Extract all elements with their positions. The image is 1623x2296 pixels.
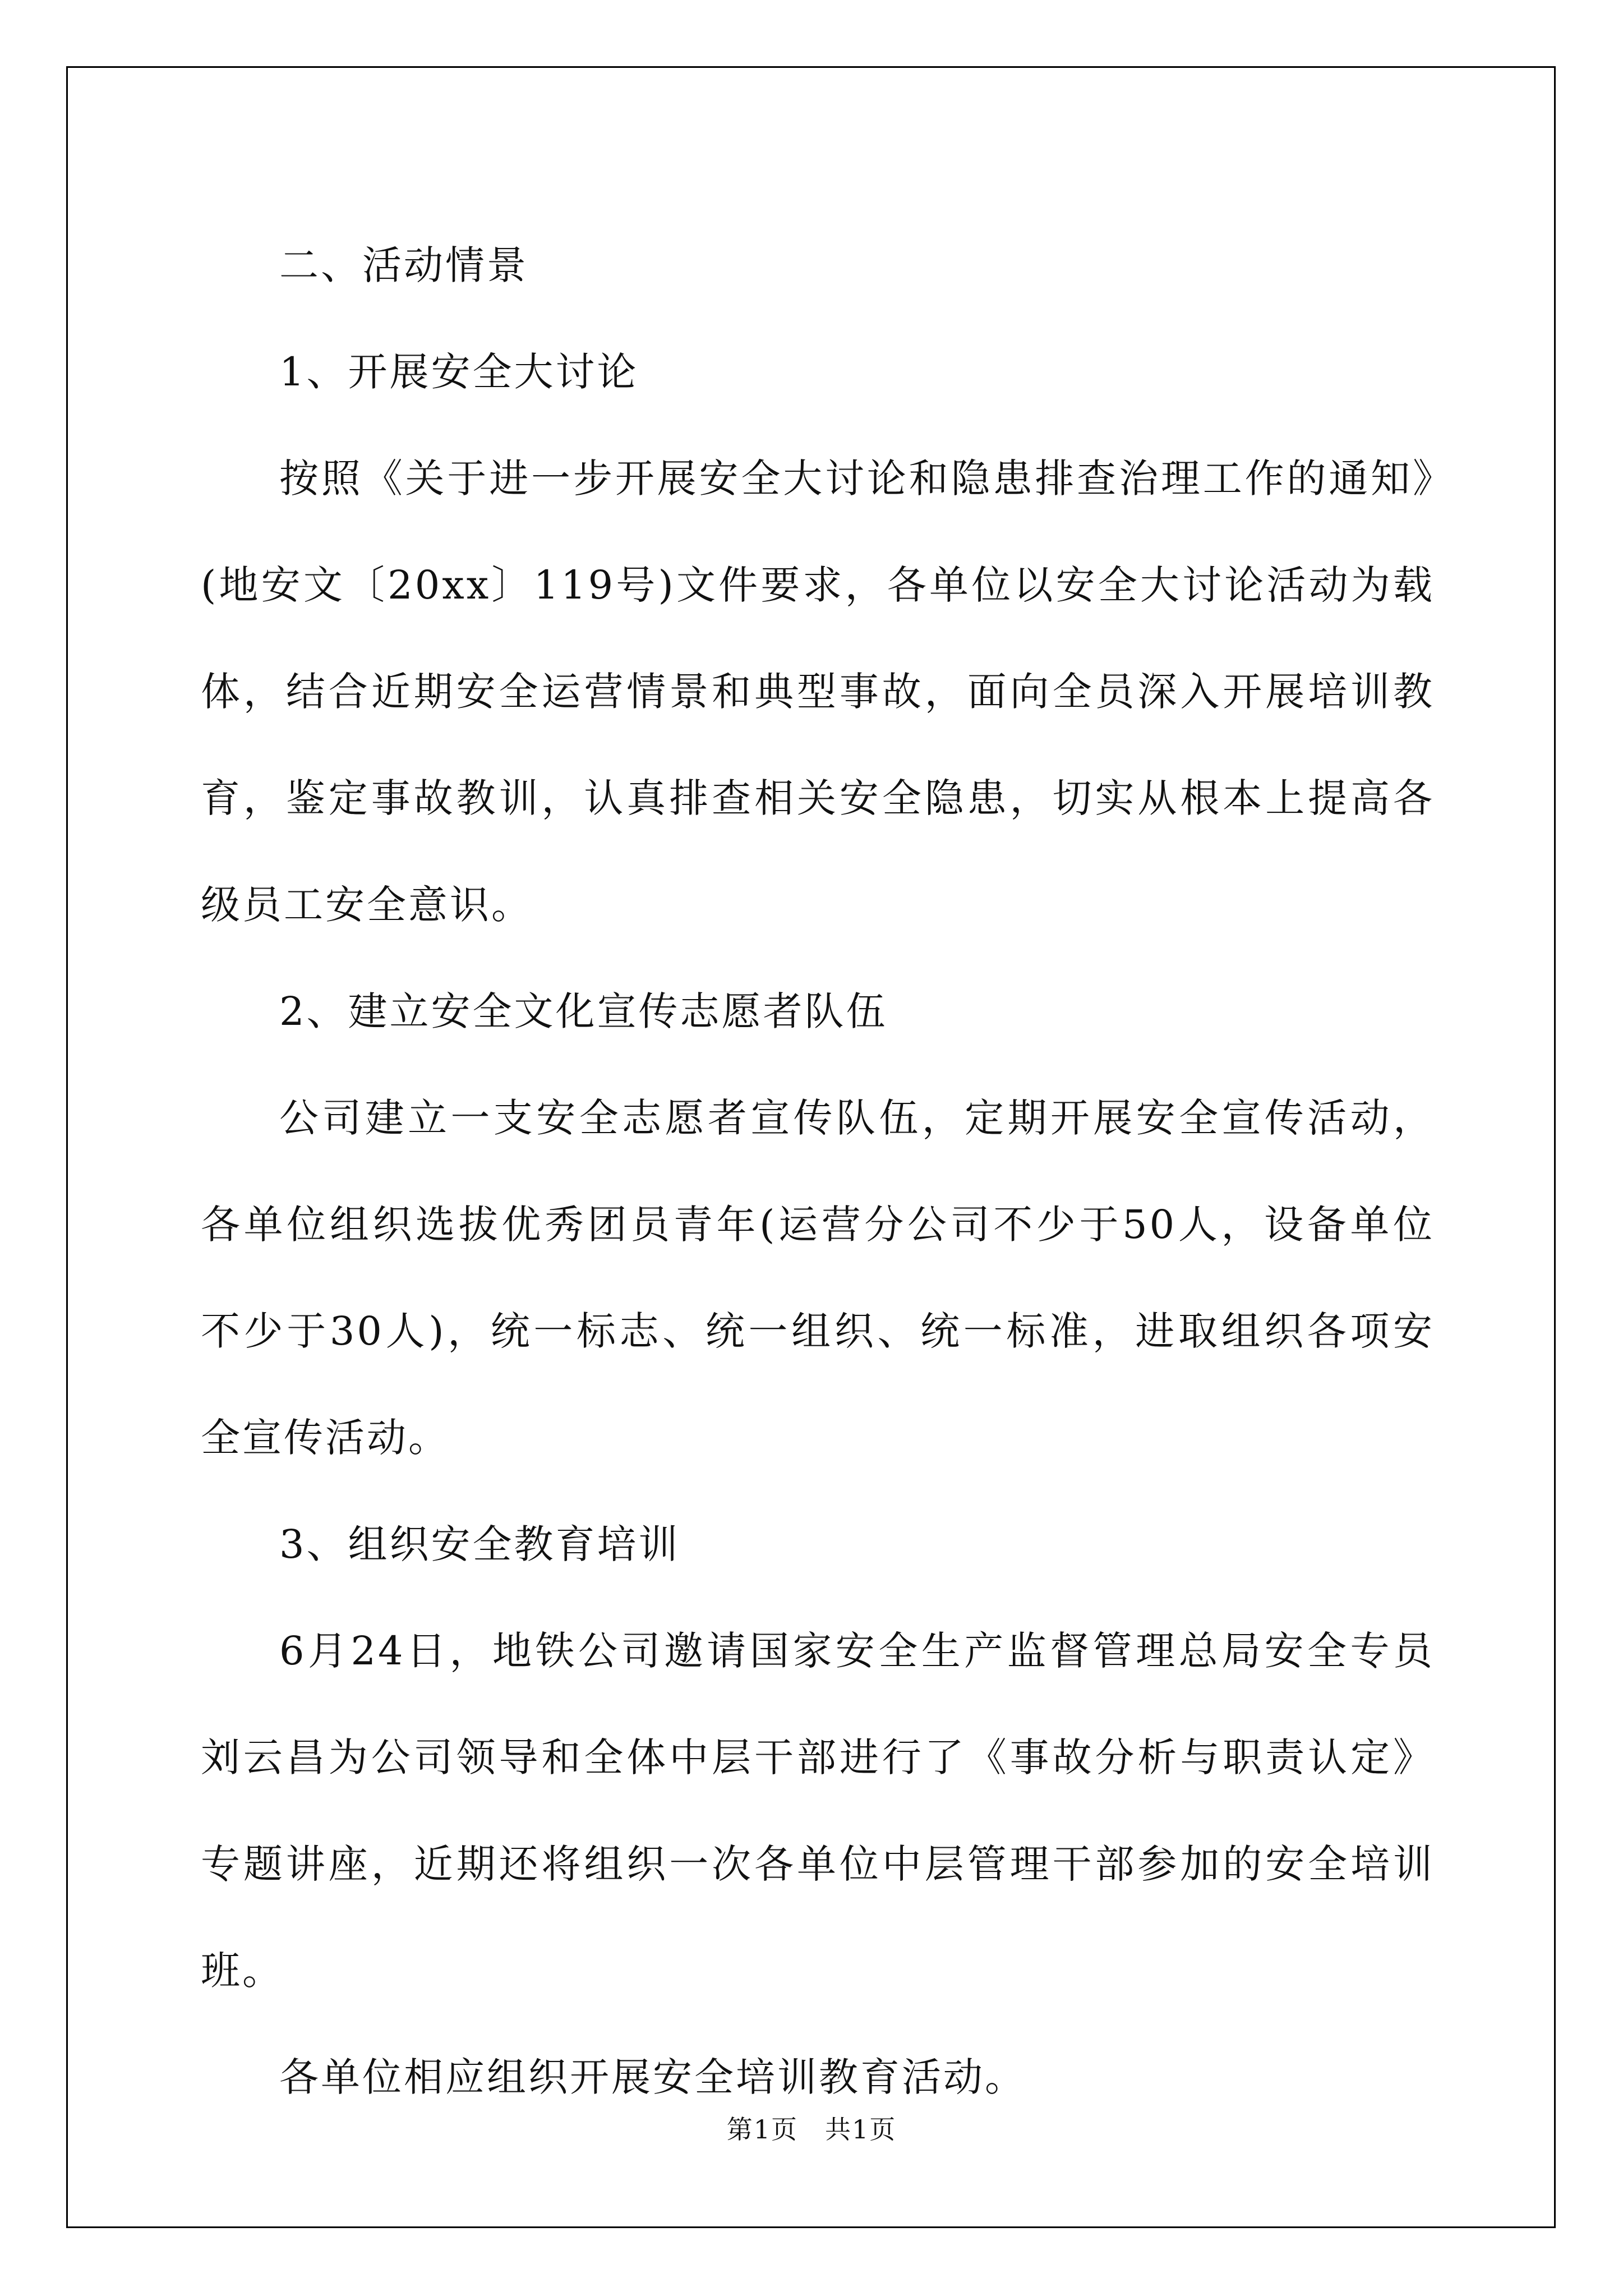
subsection-heading: 1、开展安全大讨论: [279, 349, 639, 395]
page-number-footer: 第1页 共1页: [726, 2114, 897, 2145]
body-paragraph: 6月24日，地铁公司邀请国家安全生产监督管理总局安全专员刘云昌为公司领导和全体中层干部进行了《事故分析与职责认定》专题讲座，近期还将组织一次各单位中层管理干部参加的安全培训班。: [201, 1628, 1435, 1994]
section-heading: 二、活动情景: [279, 242, 528, 288]
body-paragraph: 按照《关于进一步开展安全大讨论和隐患排查治理工作的通知》(地安文〔20xx〕119号)文件要求，各单位以安全大讨论活动为载体，结合近期安全运营情景和典型事故，面向全员深入开展培训教育，鉴定事故教训，认真排查相关安全隐患，切实从根本上提高各级员工安全意识。: [201, 455, 1435, 928]
body-paragraph: 公司建立一支安全志愿者宣传队伍，定期开展安全宣传活动，各单位组织选拔优秀团员青年(运营分公司不少于50人，设备单位不少于30人)，统一标志、统一组织、统一标准，进取组织各项安全宣传活动。: [201, 1095, 1435, 1461]
subsection-heading: 3、组织安全教育培训: [279, 1521, 680, 1567]
document-body: [201, 212, 1435, 2131]
body-paragraph: 各单位相应组织开展安全培训教育活动。: [279, 2054, 1026, 2100]
subsection-heading: 2、建立安全文化宣传志愿者队伍: [279, 988, 888, 1034]
